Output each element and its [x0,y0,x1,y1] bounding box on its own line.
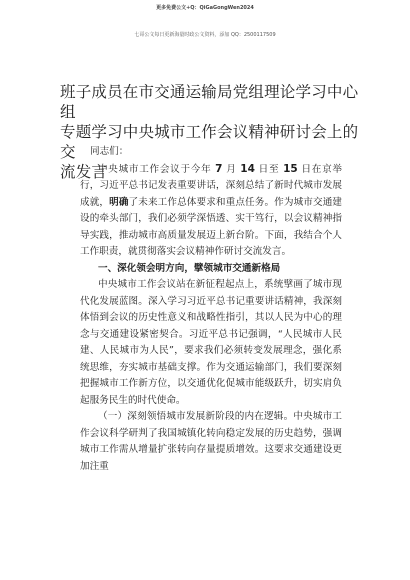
header-notice-line: 七哥公文每日更新海量时政公文资料，添加 QQ：2500117509 [134,32,276,38]
intro-text-1: 中央城市工作会议于今年 [98,163,216,175]
intro-text-2: 月 [222,163,241,175]
section-heading-1: 一、深化领会明方向，擘领城市交通新格局 [98,262,281,274]
paragraph-subsection-1: （一）深刻领悟城市发展新阶段的内在逻辑。中央城市工作会议科学研判了我国城镇化转向稳定发展的历史趋势，强调城市工作需从增量扩张转向存量提质增效。这要求交通建设更加注重 [80,411,342,472]
intro-day-end: 15 [283,162,298,175]
header-promo-line: 更多免费公文+Q：QiGaGongWen2024 [156,5,254,11]
document-body [80,144,342,475]
intro-day-start: 14 [240,162,255,175]
intro-text-5: 了未来工作总体要求和重点任务。作为城市交通建设的牵头部门，我们必须学深悟透、实干笃行，以会议精神指导实践，推动城市高质量发展迈上新台阶。下面，我结合个人工作职责，就贯彻落实会议精神作研讨交流发言。 [80,196,343,257]
paragraph-intro [80,161,342,261]
intro-text-4: 日在京举行，习近平总书记发表重要讲话，深刻总结了新时代城市发展成就， [80,163,342,208]
title-line-2: 专题学习中央城市工作会议精神研讨会上的交 [60,123,359,161]
greeting: 同志们： [90,146,129,157]
title-line-1: 班子成员在市交通运输局党组理论学习中心组 [60,83,359,121]
intro-month: 7 [215,162,223,175]
paragraph-section-1: 中央城市工作会议站在新征程起点上，系统擘画了城市现代化发展蓝图。深入学习习近平总书记重要讲话精神，我深刻体悟到会议的历史性意义和战略性指引，其以人民为中心的理念与交通建设紧密契合。习近平总书记强调，“人民城市人民建、人民城市为人民”，要求我们必须转变发展理念，强化系统思维，夯实城市基础支撑。作为交通运输部门，我们要深刻把握城市工作新方位，以交通优化促城市能级跃升，切实肩负起服务民生的时代使命。 [80,279,342,406]
title-line-3: 流发言 [60,163,108,181]
intro-bold-word: 明确 [109,196,129,208]
intro-text-3: 日至 [254,163,284,175]
